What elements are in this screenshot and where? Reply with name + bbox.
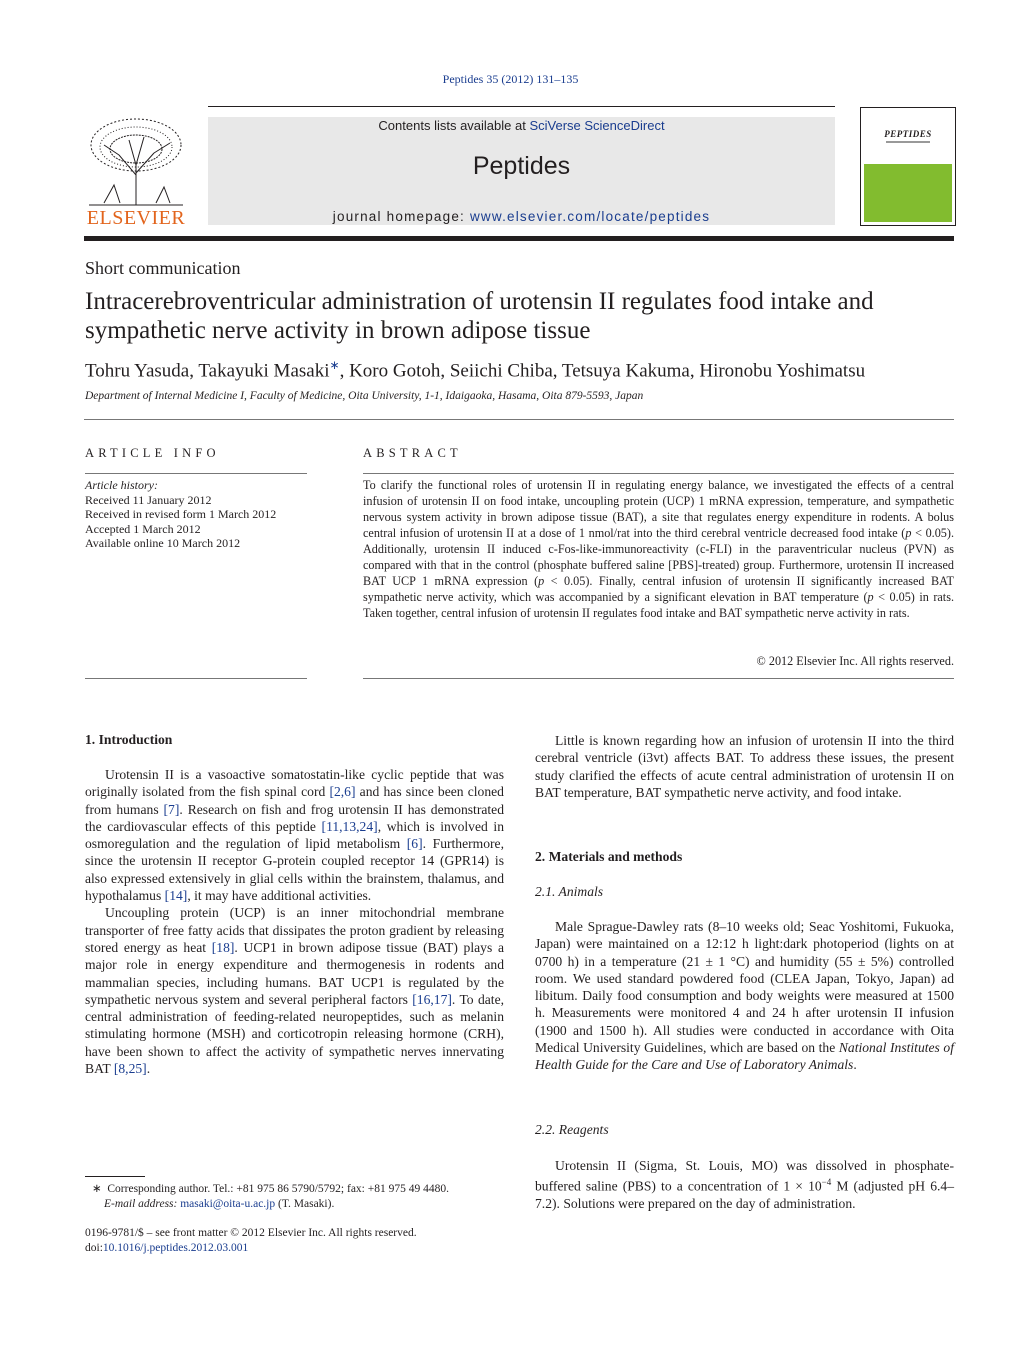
introduction-body bbox=[85, 766, 504, 1077]
issn-line: 0196-9781/$ – see front matter © 2012 Elsevier Inc. All rights reserved. bbox=[85, 1227, 417, 1239]
animals-paragraph: Male Sprague-Dawley rats (8–10 weeks old; Seac Yoshitomi, Fukuoka, Japan) were maintained on a 12:12 h light:dark photoperiod (lights on at 0700 h) in a temperature (21 ± 1 °C) and humidity (55 ± 5%) controlled room. We used standard powdered food (CLEA Japan, Tokyo, Japan) ad libitum. Daily food consumption and body weights were measured at 1500 h. Measurements were monitored 4 and 24 h after urotensin II infusion (1900 and 1500 h). All studies were conducted in accordance with Oita Medical University Guidelines, which are based on the National Institutes of Health Guide for the Care and Use of Laboratory Animals. bbox=[535, 919, 955, 1073]
contents-prefix: Contents lists available at bbox=[378, 118, 530, 133]
citation-link[interactable]: [16,17] bbox=[412, 991, 452, 1007]
citation-link[interactable]: [8,25] bbox=[113, 1061, 147, 1077]
methods-heading: 2. Materials and methods bbox=[535, 849, 683, 864]
citation-link[interactable]: [6] bbox=[406, 836, 423, 852]
journal-homepage bbox=[208, 209, 835, 224]
citation-link[interactable]: [18] bbox=[211, 939, 235, 955]
article-info-rule bbox=[85, 473, 307, 474]
abstract-rule bbox=[363, 473, 954, 474]
online-date: Available online 10 March 2012 bbox=[85, 536, 241, 550]
intro-paragraph-1: Urotensin II is a vasoactive somatostatin-like cyclic peptide that was originally isolated from the fish spinal cord [2,6] and has since been cloned from humans [7]. Research on fish and frog urotensin II has demonstrated the cardiovascular effects of this peptide [11,13,24], which is involved in osmoregulation and the regulation of lipid metabolism [6]. Furthermore, since the urotensin II receptor G-protein coupled receptor 14 (GPR14) is also expressed extensively in glial cells within the brainstem, thalamus, and hypothalamus [14], it may have additional activities. bbox=[85, 767, 505, 904]
cover-title: PEPTIDES bbox=[884, 129, 932, 139]
animals-body bbox=[535, 918, 954, 1074]
homepage-link[interactable]: www.elsevier.com/locate/peptides bbox=[469, 209, 711, 224]
accepted-date: Accepted 1 March 2012 bbox=[85, 521, 201, 536]
affiliation: Department of Internal Medicine I, Faculty of Medicine, Oita University, 1-1, Idaigaoka, Hasama, Oita 879-5593, Japan bbox=[85, 390, 644, 402]
footnote-rule bbox=[85, 1176, 145, 1177]
abstract-bottom-rule bbox=[363, 678, 954, 679]
animals-heading: 2.1. Animals bbox=[535, 884, 604, 899]
history-label: Article history: bbox=[85, 478, 158, 492]
abstract-copyright: © 2012 Elsevier Inc. All rights reserved. bbox=[756, 654, 954, 668]
introduction-heading: 1. Introduction bbox=[85, 732, 173, 747]
citation-link[interactable]: [11,13,24] bbox=[321, 818, 378, 834]
journal-reference[interactable]: Peptides 35 (2012) 131–135 bbox=[442, 72, 579, 86]
revised-date: Received in revised form 1 March 2012 bbox=[85, 507, 277, 521]
reagents-paragraph: Urotensin II (Sigma, St. Louis, MO) was dissolved in phosphate-buffered saline (PBS) to a concentration of $1 \times 10^{-4}$ M (adjusted pH 6.4–7.2). Solutions were prepared on the day of administration. bbox=[535, 1158, 954, 1212]
issn-doi-block bbox=[85, 1226, 505, 1255]
author-email-link[interactable]: masaki@oita-u.ac.jp bbox=[180, 1197, 276, 1210]
article-type: Short communication bbox=[85, 258, 241, 278]
contents-line bbox=[208, 118, 835, 133]
journal-title: Peptides bbox=[472, 152, 571, 180]
cover-subtitle-line bbox=[886, 141, 930, 143]
authors-first: Tohru Yasuda, Takayuki Masaki bbox=[85, 360, 330, 382]
abstract-text: To clarify the functional roles of urotensin II in regulating energy balance, we investigated the effects of a central infusion of urotensin II on food intake, uncoupling protein (UCP) 1 mRNA expression, temperature, and sympathetic nervous system activity in brown adipose tissue (BAT), a site that regulates energy expenditure in rodents. A bolus central infusion of urotensin II at a dose of 1 nmol/rat into the third cerebral ventricle decreased food intake (p < 0.05). Additionally, urotensin II induced c-Fos-like-immunoreactivity (c-FLI) in the paraventricular nucleus (PVN) as compared with that in the control (phosphate buffered saline [PBS]-treated) group. Furthermore, urotensin II increased BAT UCP 1 mRNA expression (p < 0.05). Finally, central infusion of urotensin II significantly increased BAT sympathetic nerve activity, which was accompanied by a significant elevation in BAT temperature (p < 0.05) in rats. Taken together, central infusion of urotensin II regulates food intake and BAT sympathetic nerve activity in rats. bbox=[363, 478, 954, 620]
article-title: Intracerebroventricular administration of urotensin II regulates food intake and sympathetic nerve activity in brown adipose tissue bbox=[85, 288, 874, 344]
citation-link[interactable]: [2,6] bbox=[329, 784, 356, 800]
article-history bbox=[85, 478, 307, 551]
header-bottom-rule bbox=[84, 419, 954, 420]
header-divider bbox=[208, 106, 835, 107]
corresponding-author-mark[interactable]: ∗ bbox=[329, 358, 340, 372]
header-thick-rule bbox=[84, 236, 954, 241]
right-column-intro bbox=[535, 732, 954, 801]
journal-cover-thumbnail[interactable] bbox=[860, 107, 956, 226]
reagents-body bbox=[535, 1157, 954, 1212]
intro-paragraph-3: Little is known regarding how an infusion of urotensin II into the third cerebral ventricle (i3vt) affects BAT. To address these issues, the present study clarified the effects of acute central administration of urotensin II on BAT temperature, BAT sympathetic nerve activity, and food intake. bbox=[535, 733, 954, 800]
citation-link[interactable]: [14] bbox=[164, 888, 188, 904]
abstract-heading: ABSTRACT bbox=[363, 446, 462, 460]
footnote-mark: ∗ bbox=[92, 1183, 102, 1195]
corresponding-footnote: ∗ Corresponding author. Tel.: +81 975 86 5790/5792; fax: +81 975 49 4480. E-mail address: masaki@oita-u.ac.jp (T. Masaki). bbox=[92, 1183, 449, 1210]
sciencedirect-link[interactable]: SciVerse ScienceDirect bbox=[529, 118, 665, 133]
cover-green-panel bbox=[864, 164, 952, 222]
citation-link[interactable]: [7] bbox=[163, 801, 180, 817]
authors-rest: , Koro Gotoh, Seiichi Chiba, Tetsuya Kakuma, Hironobu Yoshimatsu bbox=[339, 360, 866, 382]
author-list bbox=[85, 358, 865, 382]
homepage-prefix: journal homepage: bbox=[332, 209, 470, 224]
elsevier-wordmark: ELSEVIER bbox=[86, 207, 186, 229]
article-info-bottom-rule bbox=[85, 678, 307, 679]
intro-paragraph-2: Uncoupling protein (UCP) is an inner mitochondrial membrane transporter of free fatty acids that dissipates the proton gradient by releasing stored energy as heat [18]. UCP1 in brown adipose tissue (BAT) plays a major role in energy expenditure and thermogenesis in rodents and mammalian species, including humans. BAT UCP1 is regulated by the sympathetic nervous system and several peripheral factors [16,17]. To date, central administration of feeding-related neuropeptides, such as melanin stimulating hormone (MSH) and corticotropin releasing hormone (CRH), have been shown to affect the activity of sympathetic nerves innervating BAT [8,25]. bbox=[85, 905, 505, 1077]
doi-line: doi:10.1016/j.peptides.2012.03.001 bbox=[85, 1241, 249, 1254]
reagents-heading: 2.2. Reagents bbox=[535, 1122, 609, 1137]
article-info-heading: ARTICLE INFO bbox=[85, 446, 220, 460]
received-date: Received 11 January 2012 bbox=[85, 492, 212, 507]
doi-link[interactable]: 10.1016/j.peptides.2012.03.001 bbox=[102, 1241, 249, 1254]
